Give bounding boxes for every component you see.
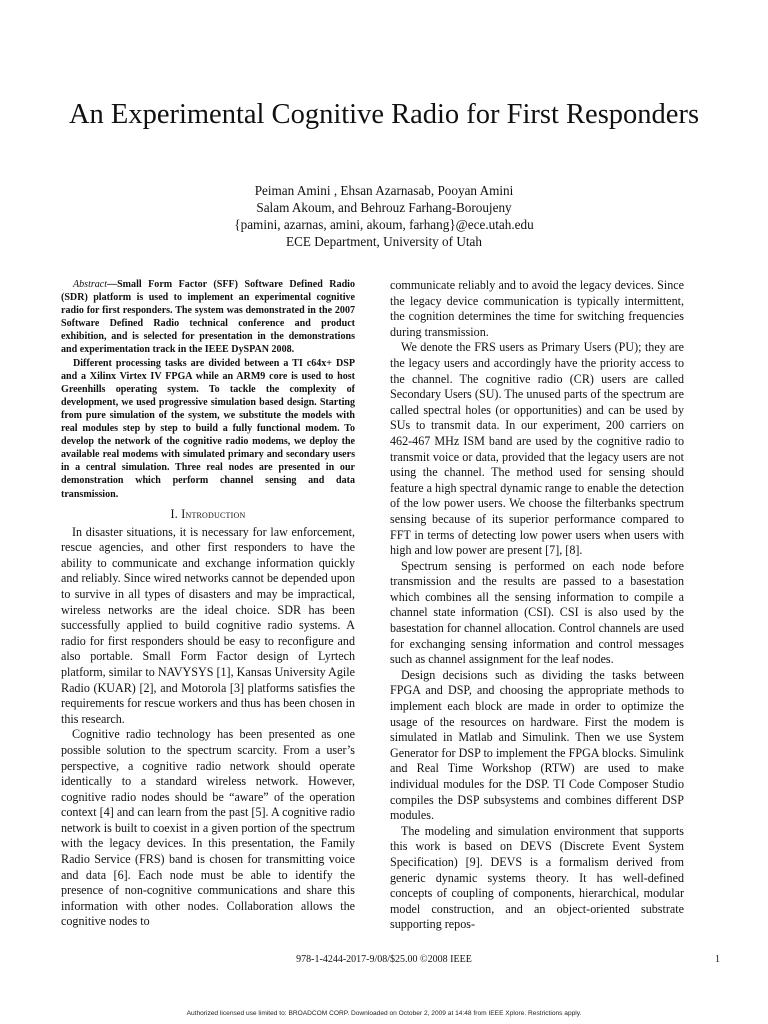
- author-line-2: Salam Akoum, and Behrouz Farhang-Boroujeny: [256, 200, 512, 215]
- intro-paragraph-6: The modeling and simulation environment that supports this work is based on DEVS (Discrete Event System Specification) [9]. DEVS is a formalism derived from generic dynamic systems theory. It has well-defined concepts of coupling of components, hierarchical, modular model construction, and an object-oriented substrate supporting repos-: [390, 823, 684, 932]
- abstract-paragraph-2: Different processing tasks are divided between a TI c64x+ DSP and a Xilinx Virtex IV FPGA while an ARM9 core is used to host Greenhills operating system. To tackle the complexity of development, we used progressive simulation based design. Starting from pure simulation of the system, we substitute the models with real modules step by step to build a fully functional modem. To develop the network of the cognitive radio modems, we deploy the available real modems with simulated primary and secondary users in a central simulation. Three real nodes are presented in our demonstration which perform channel sensing and data transmission.: [61, 357, 355, 500]
- intro-paragraph-5: Design decisions such as dividing the tasks between FPGA and DSP, and choosing the appropriate methods to implement each block are made in order to optimize the usage of the resources on hardware. First the modem is simulated in Matlab and Simulink. Then we use System Generator for DSP to implement the FPGA blocks. Simulink and Real Time Workshop (RTW) are used to make individual modules for the DSP. TI Code Composer Studio compiles the DSP subsystems and combines different DSP modules.: [390, 667, 684, 823]
- left-column: [61, 278, 355, 930]
- intro-paragraph-2-continued: communicate reliably and to avoid the legacy devices. Since the legacy device communication is typically intermittent, the cognition determines the time for switching frequencies during transmission.: [390, 278, 684, 339]
- abstract-paragraph-1: [61, 278, 355, 357]
- abstract-text-1: —Small Form Factor (SFF) Software Defined Radio (SDR) platform is used to implement an experimental cognitive radio for first responders. The system was demonstrated in the 2007 Software Defined Radio technical conference and product exhibition, and is selected for presentation in the demonstrations and experimentation track in the IEEE DySPAN 2008.: [61, 279, 355, 356]
- license-notice: Authorized licensed use limited to: BROADCOM CORP. Downloaded on October 2, 2009 at 14:48 from IEEE Xplore. Restrictions apply.: [186, 1010, 582, 1017]
- abstract-label: Abstract: [73, 279, 108, 290]
- author-line-1: Peiman Amini , Ehsan Azarnasab, Pooyan Amini: [254, 183, 514, 198]
- section-title: Introduction: [181, 506, 246, 521]
- section-number: I.: [170, 506, 178, 521]
- author-affiliation: ECE Department, University of Utah: [286, 234, 482, 249]
- intro-paragraph-3: We denote the FRS users as Primary Users (PU); they are the legacy users and accordingly have the priority access to the channel. The cognitive radio (CR) users are called Secondary Users (SU). The unused parts of the spectrum are called spectral holes (or opportunities) and can be used by SUs to transmit data. In our experiment, 200 carriers on 462-467 MHz ISM band are used by the cognitive radio to transmit voice or data, provided that the legacy users are not using the channel. The method used for sensing should feature a high spectral dynamic range to enable the detection of the low power users. We choose the filterbanks spectrum sensing because of its superior performance compared to FFT in terms of detecting low power users when users with high and low power are present [7], [8].: [390, 340, 684, 558]
- intro-paragraph-1: In disaster situations, it is necessary for law enforcement, rescue agencies, and other first responders to have the ability to communicate and exchange information quickly and reliably. Since wired networks cannot be depended upon to survive in all types of disasters and may be impractical, wireless networks are the ideal choice. SDR has been successfully applied to build cognitive radio systems. A radio for first responders should be easy to reconfigure and also portable. Small Form Factor design of Lyrtech platform, similar to NAVYSYS [1], Kansas University Agile Radio (KUAR) [2], and Motorola [3] platforms satisfies the requirements for rescue workers and thus has been chosen in this research.: [61, 524, 355, 726]
- right-column: [390, 278, 684, 933]
- intro-paragraph-2: Cognitive radio technology has been presented as one possible solution to the spectrum scarcity. From a user’s perspective, a cognitive radio network should operate identically to a standard wireless network. However, cognitive radio nodes should be “aware” of the operation context [4] and can learn from the past [5]. A cognitive radio network is built to coexist in a given portion of the spectrum with the legacy devices. In this presentation, the Family Radio Service (FRS) band is chosen for transmitting voice and data [6]. Each node must be able to identify the presence of non-cognitive communications and share this information with other nodes. Collaboration allows the cognitive nodes to: [61, 727, 355, 929]
- author-emails: {pamini, azarnas, amini, akoum, farhang}@ece.utah.edu: [234, 217, 534, 232]
- page-number: 1: [715, 954, 720, 965]
- author-block: [60, 182, 708, 250]
- paper-title: An Experimental Cognitive Radio for First Responders: [68, 99, 700, 130]
- footer-identifier: 978-1-4244-2017-9/08/$25.00 ©2008 IEEE: [296, 954, 472, 965]
- intro-paragraph-4: Spectrum sensing is performed on each node before transmission and the results are passed to a basestation which combines all the sensing information to compile a channel state information (CSI). CSI is also used by the basestation for channel allocation. Control channels are used for exchanging sensing information and control messages such as channel assignment for the leaf nodes.: [390, 558, 684, 667]
- section-heading-introduction: [61, 507, 355, 522]
